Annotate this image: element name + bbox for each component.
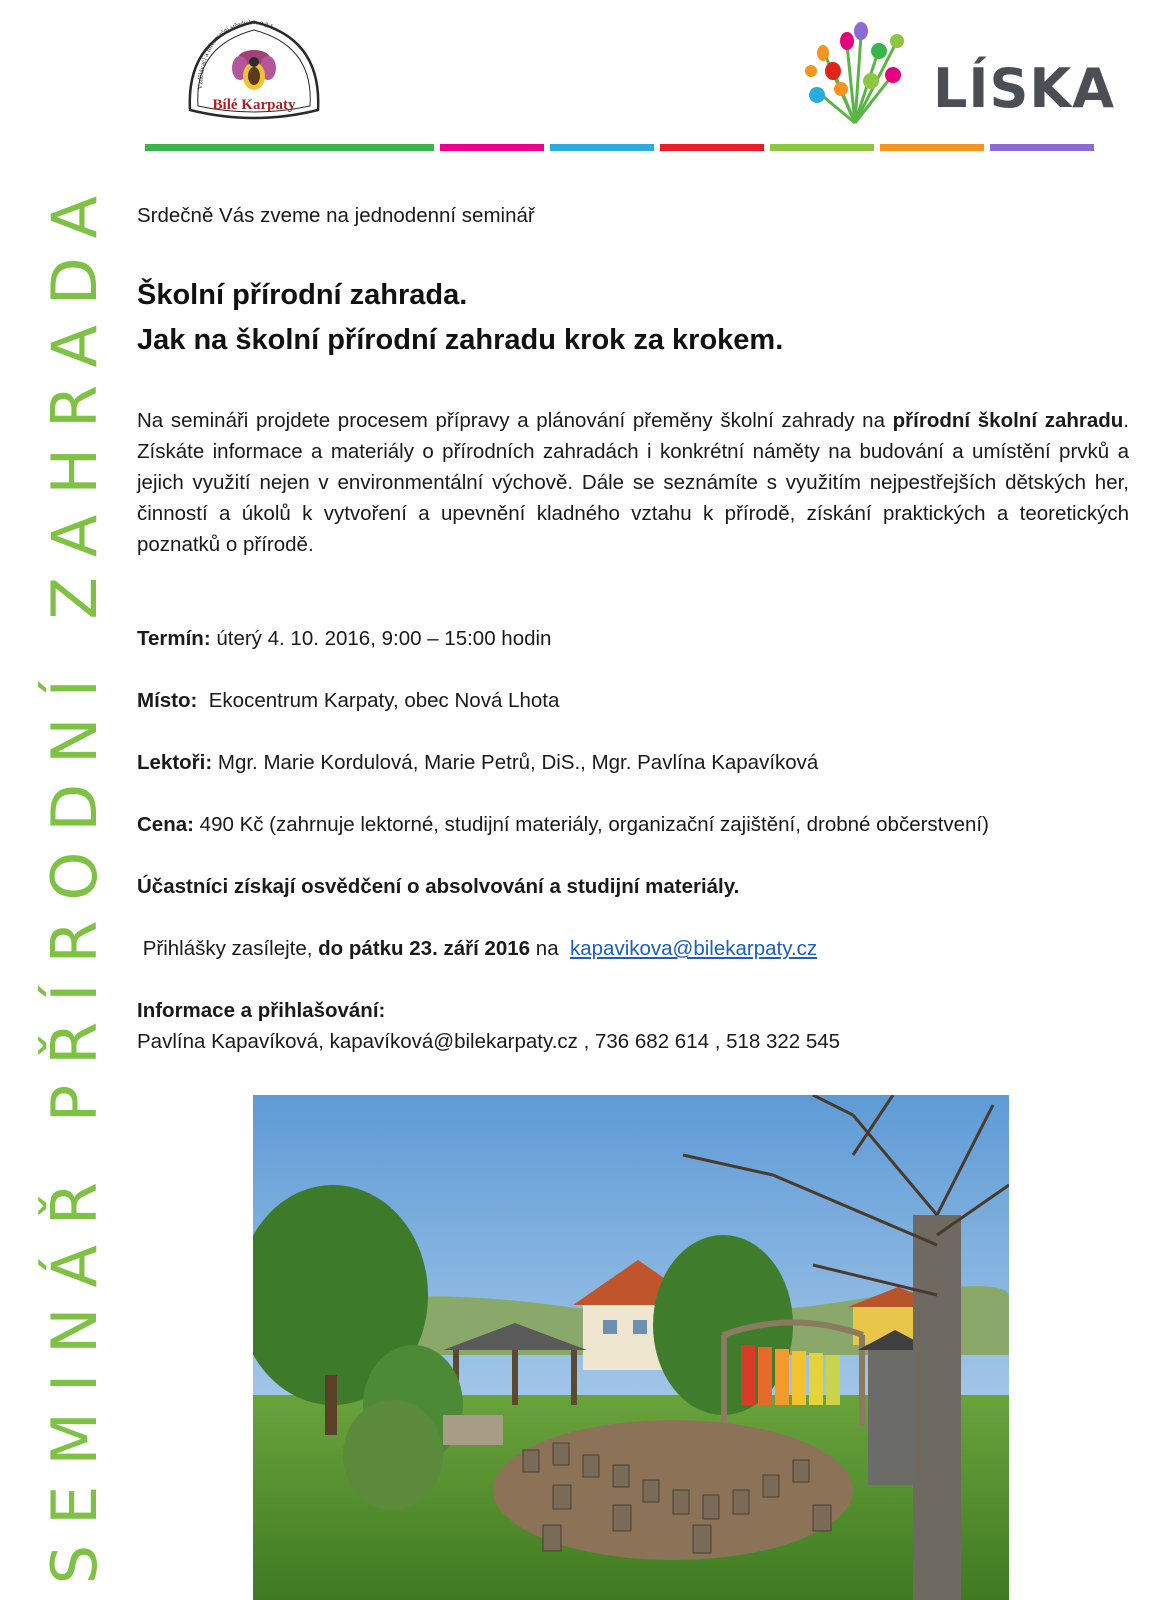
application-text-2: na bbox=[530, 937, 570, 960]
bile-karpaty-ring-text: Vzdělávací a informační středisko, o.p.s. bbox=[195, 18, 277, 90]
side-title-text: SEMINÁŘ PŘÍRODNÍ ZAHRADA bbox=[37, 175, 111, 1585]
description-bold: přírodní školní zahradu bbox=[892, 409, 1124, 432]
application-row bbox=[137, 933, 1129, 964]
garden-photo bbox=[253, 1095, 1009, 1600]
description-text-1: Na semináři projdete procesem přípravy a plánování přeměny školní zahrady na bbox=[137, 409, 893, 432]
stripe-red bbox=[660, 144, 764, 151]
price-value: 490 Kč (zahrnuje lektorné, studijní materiály, organizační zajištění, drobné občerstvení) bbox=[193, 813, 989, 836]
invitation-text: Srdečně Vás zveme na jednodenní seminář bbox=[137, 204, 535, 227]
seminar-title-line1: Školní přírodní zahrada. bbox=[137, 279, 468, 311]
lecturers-label: Lektoři: bbox=[137, 751, 213, 774]
info-contact: Pavlína Kapavíková, kapavíková@bilekarpaty.cz , 736 682 614 , 518 322 545 bbox=[137, 1030, 841, 1053]
liska-wordmark: LÍSKA bbox=[933, 57, 1116, 120]
stripe-green bbox=[145, 144, 434, 151]
seminar-description bbox=[137, 405, 1129, 560]
stripe-purple bbox=[990, 144, 1094, 151]
bile-karpaty-logo bbox=[180, 18, 328, 124]
application-email-link[interactable]: kapavikova@bilekarpaty.cz bbox=[569, 937, 818, 960]
place-row bbox=[137, 685, 1129, 716]
liska-logo bbox=[795, 15, 1116, 127]
stripe-orange bbox=[880, 144, 984, 151]
place-value: Ekocentrum Karpaty, obec Nová Lhota bbox=[197, 689, 560, 712]
application-text-1: Přihlášky zasílejte, bbox=[137, 937, 319, 960]
description-text-2: . Získáte informace a materiály o přírodních zahradách i konkrétní náměty na budování a umístění prvků a jejich využití nejen v environmentální výchově. Dále se seznámíte s využitím nejpestřejších dětských her, činností a úkolů k vytvoření a upevnění kladného vztahu k přírodě, získání praktických a teoretických poznatků o přírodě. bbox=[137, 409, 1129, 556]
term-label: Termín: bbox=[137, 627, 211, 650]
stripe-magenta bbox=[440, 144, 544, 151]
lecturers-value: Mgr. Marie Kordulová, Marie Petrů, DiS., Mgr. Pavlína Kapavíková bbox=[212, 751, 819, 774]
side-title bbox=[37, 175, 111, 1585]
seminar-title-line2: Jak na školní přírodní zahradu krok za krokem. bbox=[137, 324, 784, 356]
stripe-lime bbox=[770, 144, 874, 151]
term-row bbox=[137, 623, 1129, 654]
stripe-blue bbox=[550, 144, 654, 151]
info-label: Informace a přihlašování: bbox=[137, 999, 386, 1022]
place-label: Místo: bbox=[137, 689, 198, 712]
flower-bouquet-icon bbox=[795, 15, 915, 127]
certificate-note: Účastníci získají osvědčení o absolvování a studijní materiály. bbox=[137, 875, 740, 898]
term-value: úterý 4. 10. 2016, 9:00 – 15:00 hodin bbox=[210, 627, 552, 650]
seminar-title bbox=[137, 273, 1129, 363]
application-deadline: do pátku 23. září 2016 bbox=[318, 937, 531, 960]
price-row bbox=[137, 809, 1129, 840]
lecturers-row bbox=[137, 747, 1129, 778]
color-stripes bbox=[145, 144, 1101, 151]
main-content bbox=[137, 200, 1129, 1057]
bile-karpaty-name: Bílé Karpaty bbox=[212, 97, 296, 113]
price-label: Cena: bbox=[137, 813, 194, 836]
